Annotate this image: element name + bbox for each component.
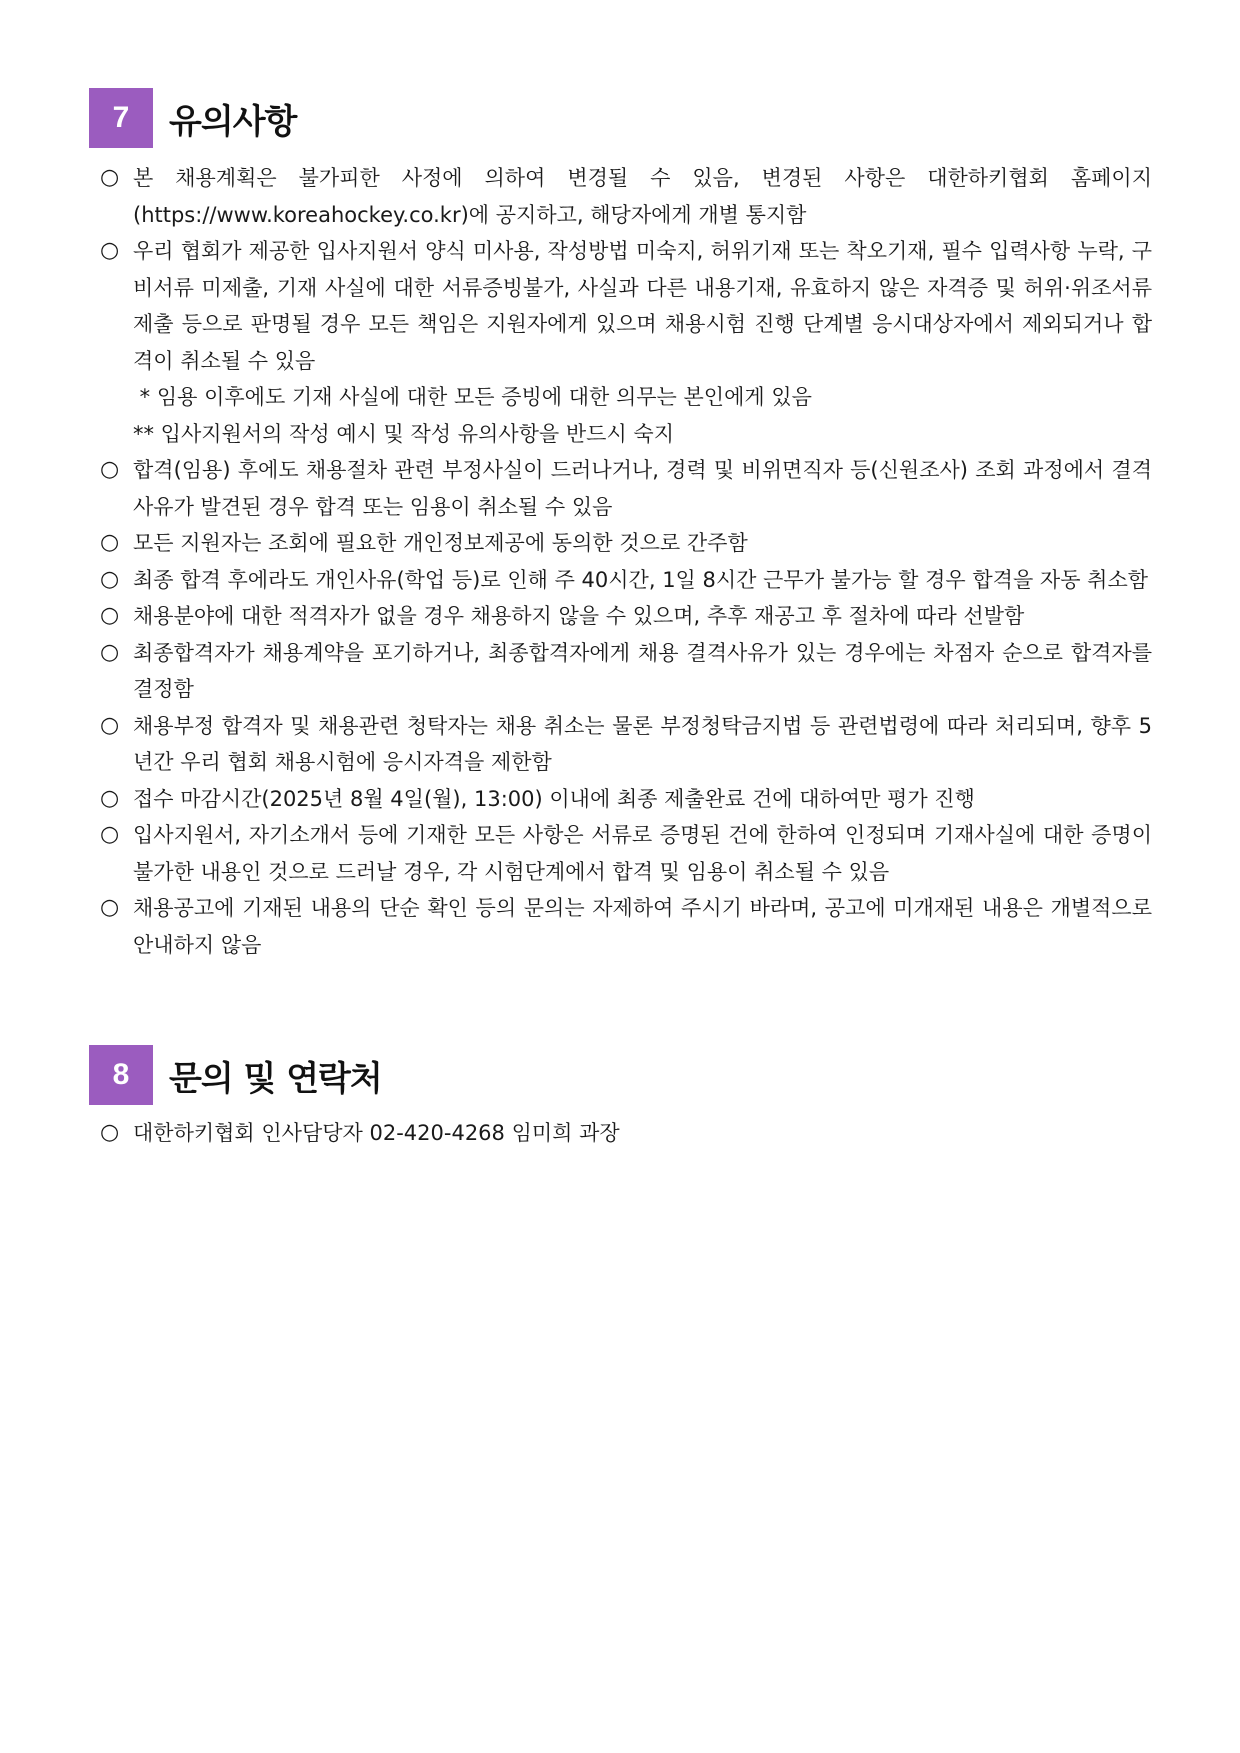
circle-bullet-icon: ○ [100, 639, 120, 665]
section-7-header [89, 88, 296, 148]
item-text: 최종합격자가 채용계약을 포기하거나, 최종합격자에게 채용 결격사유가 있는 경우에는 차점자 순으로 합격자를 결정함 [133, 640, 1152, 701]
item-text: 모든 지원자는 조회에 필요한 개인정보제공에 동의한 것으로 간주함 [133, 531, 748, 555]
contact-item [100, 1115, 1152, 1152]
notes-list [100, 160, 1152, 963]
section-title: 유의사항 [169, 101, 297, 142]
list-item [100, 708, 1152, 781]
sub-note: ** 입사지원서의 작성 예시 및 작성 유의사항을 반드시 숙지 [133, 421, 674, 446]
item-text: 채용분야에 대한 적격자가 없을 경우 채용하지 않을 수 있으며, 추후 재공고 후 절차에 따라 선발함 [133, 604, 1025, 628]
circle-bullet-icon: ○ [100, 603, 120, 628]
circle-bullet-icon: ○ [100, 457, 120, 482]
item-text: 채용공고에 기재된 내용의 단순 확인 등의 문의는 자제하여 주시기 바라며, 공고에 미개재된 내용은 개별적으로 안내하지 않음 [133, 896, 1152, 957]
item-text: 합격(임용) 후에도 채용절차 관련 부정사실이 드러나거나, 경력 및 비위면직자 등(신원조사) 조회 과정에서 결격사유가 발견된 경우 합격 또는 임용이 취소될 수 있음 [133, 458, 1152, 519]
item-text: 입사지원서, 자기소개서 등에 기재한 모든 사항은 서류로 증명된 건에 한하여 인정되며 기재사실에 대한 증명이 불가한 내용인 것으로 드러날 경우, 각 시험단계에서 합격 및 임용이 취소될 수 있음 [133, 823, 1152, 884]
item-text: 우리 협회가 제공한 입사지원서 양식 미사용, 작성방법 미숙지, 허위기재 또는 착오기재, 필수 입력사항 누락, 구비서류 미제출, 기재 사실에 대한 서류증빙불가, 사실과 다른 내용기재, 유효하지 않은 자격증 및 허위·위조서류 제출 등으로 판명될 경우 모든 책임은 지원자에게 있으며 채용시험 진행 단계별 응시대상자에서 제외되거나 합격이 취소될 수 있음 [133, 239, 1152, 373]
list-item [100, 598, 1152, 635]
circle-bullet-icon: ○ [100, 822, 120, 847]
circle-bullet-icon: ○ [100, 895, 120, 920]
list-item [100, 562, 1152, 599]
list-item [100, 781, 1152, 818]
list-item [100, 635, 1152, 708]
list-item [100, 160, 1152, 233]
list-item [100, 452, 1152, 525]
item-text: 채용부정 합격자 및 채용관련 청탁자는 채용 취소는 물론 부정청탁금지법 등 관련법령에 따라 처리되며, 향후 5년간 우리 협회 채용시험에 응시자격을 제한함 [133, 713, 1152, 774]
item-text: 접수 마감시간(2025년 8월 4일(월), 13:00) 이내에 최종 제출완료 건에 대하여만 평가 진행 [133, 786, 975, 811]
circle-bullet-icon: ○ [100, 712, 120, 738]
list-item [100, 817, 1152, 890]
section-number-badge: 8 [89, 1045, 153, 1105]
list-item [100, 233, 1152, 379]
circle-bullet-icon: ○ [100, 165, 120, 190]
section-number-badge: 7 [89, 88, 153, 148]
section-8-header [89, 1045, 382, 1105]
section-title: 문의 및 연락처 [169, 1058, 382, 1099]
contact-text: 대한하키협회 인사담당자 02-420-4268 임미희 과장 [133, 1121, 620, 1145]
item-text: 본 채용계획은 불가피한 사정에 의하여 변경될 수 있음, 변경된 사항은 대한하키협회 홈페이지 (https://www.koreahockey.co.kr)에 공지하고, 해당자에게 개별 통지함 [133, 166, 1152, 227]
contact-list [100, 1115, 1152, 1152]
circle-bullet-icon: ○ [100, 785, 120, 811]
circle-bullet-icon: ○ [100, 238, 120, 263]
circle-bullet-icon: ○ [100, 530, 120, 555]
circle-bullet-icon: ○ [100, 1120, 120, 1145]
list-item [100, 890, 1152, 963]
circle-bullet-icon: ○ [100, 566, 120, 592]
item-text: 최종 합격 후에라도 개인사유(학업 등)로 인해 주 40시간, 1일 8시간 근무가 불가능 할 경우 합격을 자동 취소함 [133, 567, 1149, 592]
sub-note: * 임용 이후에도 기재 사실에 대한 모든 증빙에 대한 의무는 본인에게 있음 [133, 385, 812, 409]
list-item [100, 525, 1152, 562]
